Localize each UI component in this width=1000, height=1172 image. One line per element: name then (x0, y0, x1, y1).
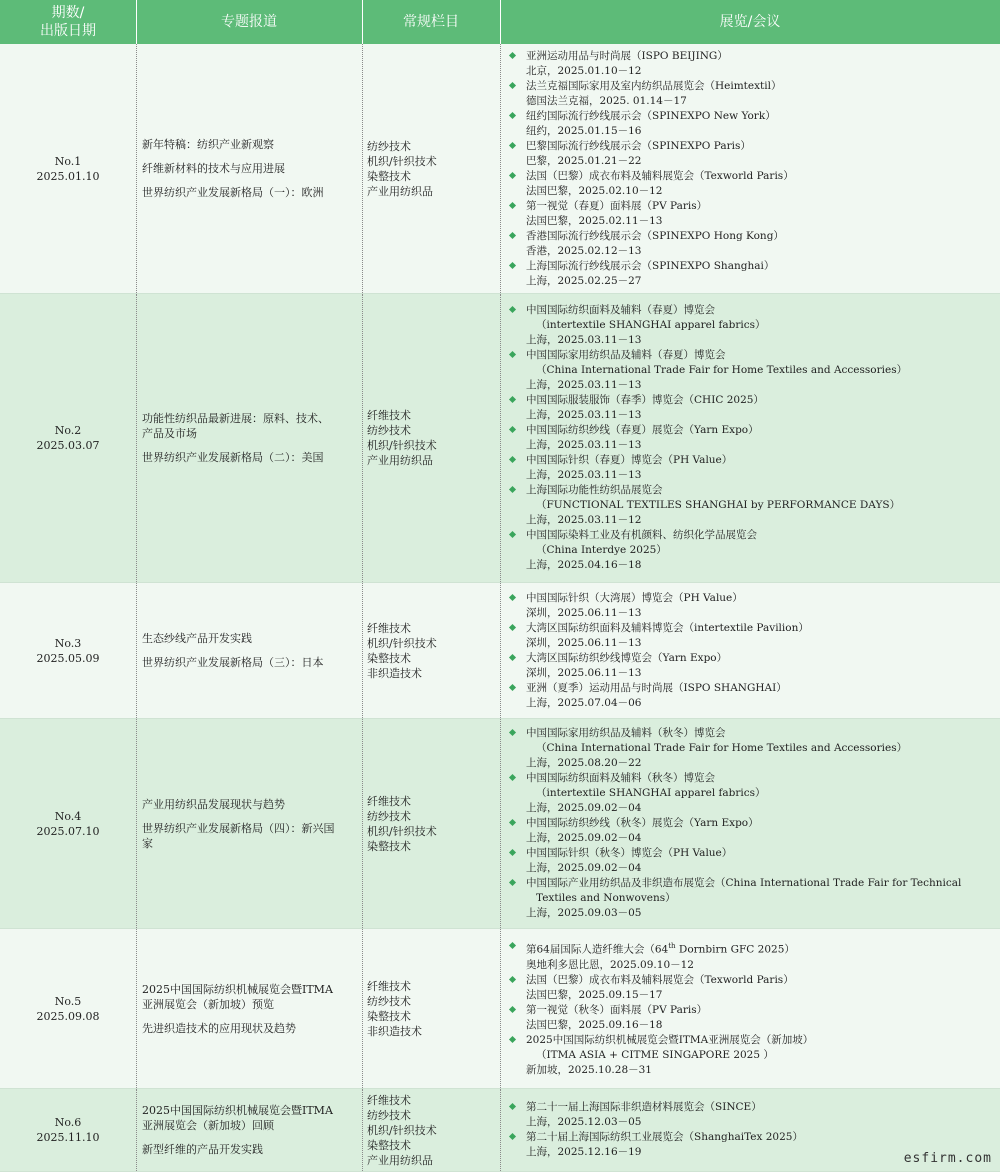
event-item (507, 423, 994, 453)
columns-cell (362, 929, 500, 1088)
topic-item (142, 631, 354, 646)
column-item: 染整技术 (367, 651, 411, 665)
event-name: Textiles and Nonwovens） (536, 892, 676, 904)
column-item: 纤维技术 (367, 621, 411, 635)
topic-line: 2025中国国际纺织机械展览会暨ITMA (142, 982, 333, 996)
diamond-bullet-icon (509, 849, 516, 856)
event-place-date: 巴黎，2025.01.21－22 (526, 154, 642, 167)
issue-cell (0, 929, 136, 1088)
event-name: 上海国际功能性纺织品展览会 (526, 484, 663, 496)
event-name: 法国（巴黎）成衣布料及辅料展览会（Texworld Paris） (526, 973, 794, 986)
event-item (507, 771, 994, 816)
topics-cell (136, 44, 362, 293)
table-row (0, 44, 1000, 294)
topic-line: 亚洲展览会（新加坡）预览 (142, 997, 274, 1011)
header-special-reports: 专题报道 (221, 14, 277, 30)
column-item: 纤维技术 (367, 409, 411, 422)
event-place-date: 上海，2025.03.11－13 (526, 334, 642, 346)
event-name: 中国国际家用纺织品及辅料（春夏）博览会 (526, 349, 726, 361)
publish-date: 2025.09.08 (36, 1009, 100, 1023)
event-name: 亚洲（夏季）运动用品与时尚展（ISPO SHANGHAI） (526, 681, 787, 694)
event-item (507, 726, 994, 771)
event-item (507, 453, 994, 483)
topics-cell (136, 583, 362, 718)
event-name: 大湾区国际纺织面料及辅料博览会（intertextile Pavilion） (526, 621, 809, 634)
topic-line: 世界纺织产业发展新格局（三）：日本 (142, 656, 324, 669)
diamond-bullet-icon (509, 351, 516, 358)
table-row (0, 719, 1000, 929)
event-item (507, 1033, 994, 1078)
diamond-bullet-icon (509, 426, 516, 433)
event-name: 中国国际针织（秋冬）博览会（PH Value） (526, 847, 733, 859)
topic-item (142, 797, 354, 812)
event-name: 上海国际流行纱线展示会（SPINEXPO Shanghai） (526, 259, 775, 272)
diamond-bullet-icon (509, 593, 516, 600)
column-item: 产业用纺织品 (367, 454, 433, 467)
column-item: 纺纱技术 (367, 139, 411, 153)
event-place-date: 上海，2025.02.25－27 (526, 274, 642, 287)
event-place-date: 深圳，2025.06.11－13 (526, 666, 642, 679)
event-item (507, 973, 994, 1003)
diamond-bullet-icon (509, 683, 516, 690)
event-name: 中国国际服装服饰（春季）博览会（CHIC 2025） (526, 394, 764, 406)
events-cell (500, 929, 1000, 1088)
event-place-date: 上海，2025.08.20－22 (526, 757, 642, 769)
event-item (507, 621, 994, 651)
event-place-date: 上海，2025.03.11－13 (526, 409, 642, 421)
event-place-date: 深圳，2025.06.11－13 (526, 606, 642, 619)
event-item (507, 1003, 994, 1033)
column-item: 机织/针织技术 (367, 1123, 437, 1137)
diamond-bullet-icon (509, 51, 516, 58)
publish-date: 2025.05.09 (36, 651, 100, 665)
event-item (507, 528, 994, 573)
column-item: 纺纱技术 (367, 1108, 411, 1122)
event-item (507, 846, 994, 876)
event-item (507, 199, 994, 229)
topic-item (142, 161, 354, 176)
topic-item (142, 1103, 354, 1133)
header-issue-date: 期数/ 出版日期 (40, 5, 96, 39)
issue-cell (0, 44, 136, 293)
event-name: 中国国际纺织纱线（春夏）展览会（Yarn Expo） (526, 424, 759, 436)
topics-cell (136, 929, 362, 1088)
event-item (507, 303, 994, 348)
table-row (0, 583, 1000, 719)
topic-item (142, 982, 354, 1012)
diamond-bullet-icon (509, 81, 516, 88)
event-item (507, 79, 994, 109)
column-item: 机织/针织技术 (367, 439, 437, 452)
events-cell (500, 583, 1000, 718)
event-item (507, 651, 994, 681)
event-place-date: 香港，2025.02.12－13 (526, 244, 642, 257)
issue-cell (0, 294, 136, 582)
event-place-date: 上海，2025.09.02－04 (526, 862, 642, 874)
event-place-date: 北京，2025.01.10－12 (526, 64, 642, 77)
event-item (507, 259, 994, 289)
diamond-bullet-icon (509, 111, 516, 118)
diamond-bullet-icon (509, 261, 516, 268)
topic-line: 产业用纺织品发展现状与趋势 (142, 797, 285, 811)
columns-cell (362, 44, 500, 293)
columns-cell (362, 1089, 500, 1171)
event-place-date: 纽约，2025.01.15－16 (526, 124, 642, 137)
event-place-date: 奥地利多恩比恩，2025.09.10－12 (526, 958, 694, 971)
event-name: （intertextile SHANGHAI apparel fabrics） (536, 319, 766, 331)
issue-number: No.1 (54, 154, 82, 168)
event-name: 纽约国际流行纱线展示会（SPINEXPO New York） (526, 109, 776, 122)
diamond-bullet-icon (509, 729, 516, 736)
diamond-bullet-icon (509, 1103, 516, 1110)
diamond-bullet-icon (509, 306, 516, 313)
event-name: （China International Trade Fair for Home Textiles and Accessories） (536, 364, 908, 376)
topic-item (142, 411, 354, 441)
event-item (507, 229, 994, 259)
event-name: 大湾区国际纺织纱线博览会（Yarn Expo） (526, 651, 728, 664)
publish-date: 2025.03.07 (36, 439, 100, 452)
event-name: 第二十一届上海国际非织造材料展览会（SINCE） (526, 1101, 762, 1113)
diamond-bullet-icon (509, 456, 516, 463)
diamond-bullet-icon (509, 486, 516, 493)
diamond-bullet-icon (509, 141, 516, 148)
event-name: 中国国际纺织纱线（秋冬）展览会（Yarn Expo） (526, 817, 759, 829)
topic-line: 世界纺织产业发展新格局（一）：欧洲 (142, 186, 324, 199)
diamond-bullet-icon (509, 774, 516, 781)
diamond-bullet-icon (509, 942, 516, 949)
topic-line: 亚洲展览会（新加坡）回顾 (142, 1119, 274, 1132)
diamond-bullet-icon (509, 1006, 516, 1013)
diamond-bullet-icon (509, 396, 516, 403)
events-cell (500, 719, 1000, 928)
diamond-bullet-icon (509, 201, 516, 208)
diamond-bullet-icon (509, 171, 516, 178)
event-item (507, 816, 994, 846)
columns-cell (362, 294, 500, 582)
event-item (507, 1100, 994, 1130)
event-name: 中国国际纺织面料及辅料（春夏）博览会 (526, 304, 715, 316)
event-item (507, 49, 994, 79)
event-place-date: 上海，2025.03.11－13 (526, 439, 642, 451)
event-item (507, 939, 994, 973)
issue-number: No.4 (54, 809, 82, 823)
event-name: 中国国际家用纺织品及辅料（秋冬）博览会 (526, 727, 726, 739)
event-item (507, 876, 994, 921)
issue-cell (0, 583, 136, 718)
diamond-bullet-icon (509, 653, 516, 660)
column-item: 纺纱技术 (367, 424, 411, 437)
column-item: 非织造技术 (367, 1024, 422, 1038)
event-name: 中国国际针织（大湾展）博览会（PH Value） (526, 591, 743, 604)
event-place-date: 上海，2025.09.02－04 (526, 802, 642, 814)
publish-date: 2025.01.10 (36, 169, 100, 183)
event-item (507, 169, 994, 199)
event-name: 第64届国际人造纤维大会（64th Dornbirn GFC 2025） (526, 942, 795, 956)
topic-line: 纤维新材料的技术与应用进展 (142, 162, 285, 175)
column-item: 染整技术 (367, 1138, 411, 1152)
event-place-date: 新加坡，2025.10.28－31 (526, 1063, 652, 1076)
table-row (0, 929, 1000, 1089)
diamond-bullet-icon (509, 976, 516, 983)
event-name: 法兰克福国际家用及室内纺织品展览会（Heimtextil） (526, 79, 782, 92)
event-item (507, 681, 994, 711)
event-name: （China International Trade Fair for Home Textiles and Accessories） (536, 742, 908, 754)
topic-item (142, 1142, 354, 1157)
topic-line: 家 (142, 836, 153, 850)
event-name: 中国国际染料工业及有机颜料、纺织化学品展览会 (526, 529, 757, 541)
topics-cell (136, 1089, 362, 1171)
events-cell (500, 294, 1000, 582)
event-name: 第一视觉（秋冬）面料展（PV Paris） (526, 1003, 708, 1016)
topic-item (142, 450, 354, 465)
column-item: 染整技术 (367, 1009, 411, 1023)
event-place-date: 上海，2025.03.11－13 (526, 469, 642, 481)
event-name: 中国国际纺织面料及辅料（秋冬）博览会 (526, 772, 715, 784)
event-name: （ITMA ASIA + CITME SINGAPORE 2025 ） (536, 1048, 774, 1061)
event-name: 中国国际针织（春夏）博览会（PH Value） (526, 454, 733, 466)
topic-item (142, 655, 354, 670)
event-name: 2025中国国际纺织机械展览会暨ITMA亚洲展览会（新加坡） (526, 1033, 814, 1046)
event-name: 巴黎国际流行纱线展示会（SPINEXPO Paris） (526, 139, 751, 152)
event-place-date: 上海，2025.12.03－05 (526, 1116, 642, 1128)
event-place-date: 上海，2025.09.02－04 (526, 832, 642, 844)
columns-cell (362, 719, 500, 928)
column-item: 机织/针织技术 (367, 636, 437, 650)
event-place-date: 德国法兰克福，2025. 01.14－17 (526, 94, 687, 107)
event-name: 亚洲运动用品与时尚展（ISPO BEIJING） (526, 49, 728, 62)
topic-line: 功能性纺织品最新进展：原料、技术、 (142, 412, 329, 425)
event-name: 第一视觉（春夏）面料展（PV Paris） (526, 199, 708, 212)
issue-number: No.3 (54, 636, 82, 650)
column-item: 机织/针织技术 (367, 824, 437, 838)
column-item: 纺纱技术 (367, 994, 411, 1008)
event-item (507, 109, 994, 139)
diamond-bullet-icon (509, 623, 516, 630)
topic-item (142, 821, 354, 851)
events-cell (500, 44, 1000, 293)
event-place-date: 法国巴黎，2025.02.10－12 (526, 184, 663, 197)
column-item: 纤维技术 (367, 794, 411, 808)
topics-cell (136, 294, 362, 582)
column-item: 产业用纺织品 (367, 1153, 433, 1167)
event-place-date: 法国巴黎，2025.09.15－17 (526, 988, 663, 1001)
topic-line: 先进织造技术的应用现状及趋势 (142, 1021, 296, 1035)
event-item (507, 483, 994, 528)
event-place-date: 上海，2025.07.04－06 (526, 696, 642, 709)
column-item: 机织/针织技术 (367, 154, 437, 168)
topic-line: 新型纤维的产品开发实践 (142, 1143, 263, 1156)
topic-line: 世界纺织产业发展新格局（二）：美国 (142, 451, 324, 464)
event-item (507, 348, 994, 393)
event-place-date: 深圳，2025.06.11－13 (526, 636, 642, 649)
event-item (507, 393, 994, 423)
event-place-date: 上海，2025.12.16－19 (526, 1146, 642, 1158)
event-place-date: 法国巴黎，2025.02.11－13 (526, 214, 663, 227)
table-row (0, 294, 1000, 583)
column-item: 染整技术 (367, 839, 411, 853)
issue-number: No.6 (54, 1116, 82, 1129)
event-item (507, 139, 994, 169)
issue-cell (0, 1089, 136, 1171)
topic-line: 产品及市场 (142, 427, 197, 440)
column-item: 染整技术 (367, 169, 411, 183)
diamond-bullet-icon (509, 231, 516, 238)
topic-item (142, 1021, 354, 1036)
event-place-date: 法国巴黎，2025.09.16－18 (526, 1018, 663, 1031)
event-place-date: 上海，2025.04.16－18 (526, 559, 642, 571)
topic-item (142, 185, 354, 200)
event-name: （FUNCTIONAL TEXTILES SHANGHAI by PERFORMANCE DAYS） (536, 499, 901, 511)
columns-cell (362, 583, 500, 718)
publish-date: 2025.07.10 (36, 824, 100, 838)
watermark: esfirm.com (903, 1151, 992, 1166)
event-place-date: 上海，2025.09.03－05 (526, 907, 642, 919)
diamond-bullet-icon (509, 879, 516, 886)
event-name: 法国（巴黎）成衣布料及辅料展览会（Texworld Paris） (526, 169, 794, 182)
event-place-date: 上海，2025.03.11－12 (526, 514, 642, 526)
topic-item (142, 137, 354, 152)
topic-line: 生态纱线产品开发实践 (142, 632, 252, 645)
event-place-date: 上海，2025.03.11－13 (526, 379, 642, 391)
topic-line: 2025中国国际纺织机械展览会暨ITMA (142, 1104, 333, 1117)
table-row (0, 1089, 1000, 1172)
diamond-bullet-icon (509, 1133, 516, 1140)
column-item: 非织造技术 (367, 666, 422, 680)
event-name: 第二十届上海国际纺织工业展览会（ShanghaiTex 2025） (526, 1131, 803, 1143)
diamond-bullet-icon (509, 531, 516, 538)
topics-cell (136, 719, 362, 928)
event-name: 香港国际流行纱线展示会（SPINEXPO Hong Kong） (526, 229, 784, 242)
event-name: （intertextile SHANGHAI apparel fabrics） (536, 787, 766, 799)
issue-number: No.5 (54, 994, 82, 1008)
diamond-bullet-icon (509, 819, 516, 826)
column-item: 纤维技术 (367, 1093, 411, 1107)
issue-cell (0, 719, 136, 928)
topic-line: 新年特稿：纺织产业新观察 (142, 138, 274, 151)
column-item: 产业用纺织品 (367, 184, 433, 198)
event-name: 中国国际产业用纺织品及非织造布展览会（China International Trade Fair for Technical (526, 877, 962, 889)
publish-date: 2025.11.10 (36, 1131, 100, 1144)
header-regular-columns: 常规栏目 (403, 14, 459, 30)
column-item: 纤维技术 (367, 979, 411, 993)
table-header (0, 0, 1000, 44)
event-name: （China Interdye 2025） (536, 544, 667, 556)
issue-number: No.2 (54, 424, 82, 437)
diamond-bullet-icon (509, 1036, 516, 1043)
topic-line: 世界纺织产业发展新格局（四）：新兴国 (142, 821, 335, 835)
header-exhibitions: 展览/会议 (719, 14, 781, 30)
event-item (507, 591, 994, 621)
column-item: 纺纱技术 (367, 809, 411, 823)
